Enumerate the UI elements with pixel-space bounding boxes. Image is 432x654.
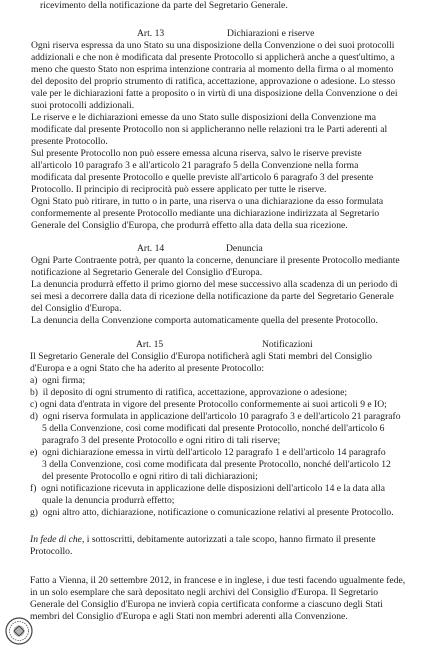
top-line: ricevimento della notificazione da parte del Segretario Generale. — [40, 0, 288, 11]
closing-line-1 — [30, 534, 376, 546]
art13-number: Art. 13 — [137, 28, 165, 39]
art13-line: presente Protocollo. — [31, 136, 108, 147]
art14-line: La denuncia produrrà effetto il primo giorno del mese successivo alla scadenza di un periodo di — [31, 279, 398, 290]
art13-line: modificate dal presente Protocollo non si applicheranno nelle relazioni tra le Parti aderenti al — [31, 124, 388, 135]
art13-title: Dichiarazioni e riserve — [227, 28, 315, 39]
art14-line: notificazione al Segretario Generale del Consiglio d'Europa. — [31, 267, 263, 278]
art13-line: meno che questo Stato non esprima intenzione contraria al momento della firma o al momento — [31, 64, 394, 75]
final-line: Fatto a Vienna, il 20 settembre 2012, in francese e in inglese, i due testi facendo ugualmente fede, — [30, 575, 406, 586]
art13-line: Ogni riserva espressa da uno Stato su una disposizione della Convenzione o dei suoi protocolli — [31, 40, 395, 51]
art14-title: Denuncia — [226, 243, 263, 254]
closing-line-2: Protocollo. — [30, 546, 73, 557]
art15-line: paragrafo 3 del presente Protocollo e ogni ritiro di tali riserve; — [30, 435, 281, 446]
art15-line: d'Europa e a ogni Stato che ha aderito al presente Protocollo: — [30, 363, 265, 374]
art15-line: Il Segretario Generale del Consiglio d'Europa notificherà agli Stati membri del Consiglio — [30, 351, 372, 362]
art13-line: Ogni Stato può ritirare, in tutto o in parte, una riserva o una dichiarazione da esso formulata — [31, 196, 384, 207]
art14-line: La denuncia della Convenzione comporta automaticamente quella del presente Protocollo. — [31, 315, 378, 326]
art13-line: Generale del Consiglio d'Europa, che produrrà effetto alla data della sua ricezione. — [31, 220, 348, 231]
art15-line: d) ogni riserva formulata in applicazione dell'articolo 10 paragrafo 3 e dell'articolo 21 paragrafo — [30, 411, 401, 422]
art15-title: Notificazioni — [262, 339, 313, 350]
art15-line: c) ogni data d'entrata in vigore del presente Protocollo conformemente ai suoi articoli 9 e IO; — [30, 399, 387, 410]
art14-line: sei mesi a decorrere dalla data di ricezione della notificazione da parte del Segretario Generale — [31, 291, 394, 302]
art14-line: del Consiglio d'Europa. — [31, 303, 122, 314]
art13-line: Sul presente Protocollo non può essere emessa alcuna riserva, salvo le riserve previste — [31, 148, 362, 159]
art13-line: conformemente al presente Protocollo mediante una dichiarazione indirizzata al Segretario — [31, 208, 380, 219]
art15-line: del presente Protocollo e ogni ritiro di tali dichiarazioni; — [30, 471, 258, 482]
art13-line: modificata dal presente Protocollo e quelle previste all'articolo 6 paragrafo 3 del presente — [31, 172, 374, 183]
art15-line: e) ogni dichiarazione emessa in virtù dell'articolo 12 paragrafo 1 e dell'articolo 14 paragrafo — [30, 447, 386, 458]
art13-line: del deposito del proprio strumento di ratifica, accettazione, approvazione o adesione. Lo stesso — [31, 76, 396, 87]
art15-line: quale la denuncia produrrà effetto; — [30, 495, 175, 506]
final-line: Generale del Consiglio d'Europa ne invierà copia certificata conforme a ciascuno degli Stati — [30, 599, 383, 610]
official-seal-icon — [4, 616, 34, 646]
art15-line: 3 della Convenzione, così come modificata dal presente Protocollo, nonché dell'articolo 12 — [30, 459, 391, 470]
closing-italic: In fede di che — [30, 534, 82, 545]
art13-line: addizionali e che non è modificata dal presente Protocollo si applicherà anche a quest'ultimo, a — [31, 52, 395, 63]
art13-line: Le riserve e le dichiarazioni emesse da uno Stato sulle disposizioni della Convenzione ma — [31, 112, 377, 123]
art15-line: a) ogni firma; — [30, 375, 86, 386]
art13-line: Protocollo. Il principio di reciprocità può essere applicato per tutte le riserve. — [31, 184, 327, 195]
final-line: in un solo esemplare che sarà depositato negli archivi del Consiglio d'Europa. Il Segretario — [30, 587, 379, 598]
art13-line: suoi protocolli addizionali. — [31, 100, 135, 111]
art15-line: g) ogni altro atto, dichiarazione, notificazione o comunicazione relativi al presente Protocollo. — [30, 507, 394, 518]
closing-text-1: , i sottoscritti, debitamente autorizzati a tale scopo, hanno firmato il presente — [81, 534, 376, 545]
art13-line: vale per le dichiarazioni fatte a proposito o in virtù di una disposizione della Convenzione o dei — [31, 88, 398, 99]
art15-line: 5 della Convenzione, così come modificati dal presente Protocollo, nonché dell'articolo 6 — [30, 423, 385, 434]
art15-line: f) ogni notificazione ricevuta in applicazione delle disposizioni dell'articolo 14 e la data alla — [30, 483, 385, 494]
art15-line: b) il deposito di ogni strumento di ratifica, accettazione, approvazione o adesione; — [30, 387, 348, 398]
art15-number: Art. 15 — [136, 339, 164, 350]
final-line: membri del Consiglio d'Europa e agli Stati non membri aderenti alla Convenzione. — [30, 611, 348, 622]
art14-line: Ogni Parte Contraente potrà, per quanto la concerne, denunciare il presente Protocollo mediante — [31, 255, 400, 266]
art14-number: Art. 14 — [137, 243, 165, 254]
art13-line: all'articolo 10 paragrafo 3 e all'articolo 21 paragrafo 5 della Convenzione nella forma — [31, 160, 359, 171]
